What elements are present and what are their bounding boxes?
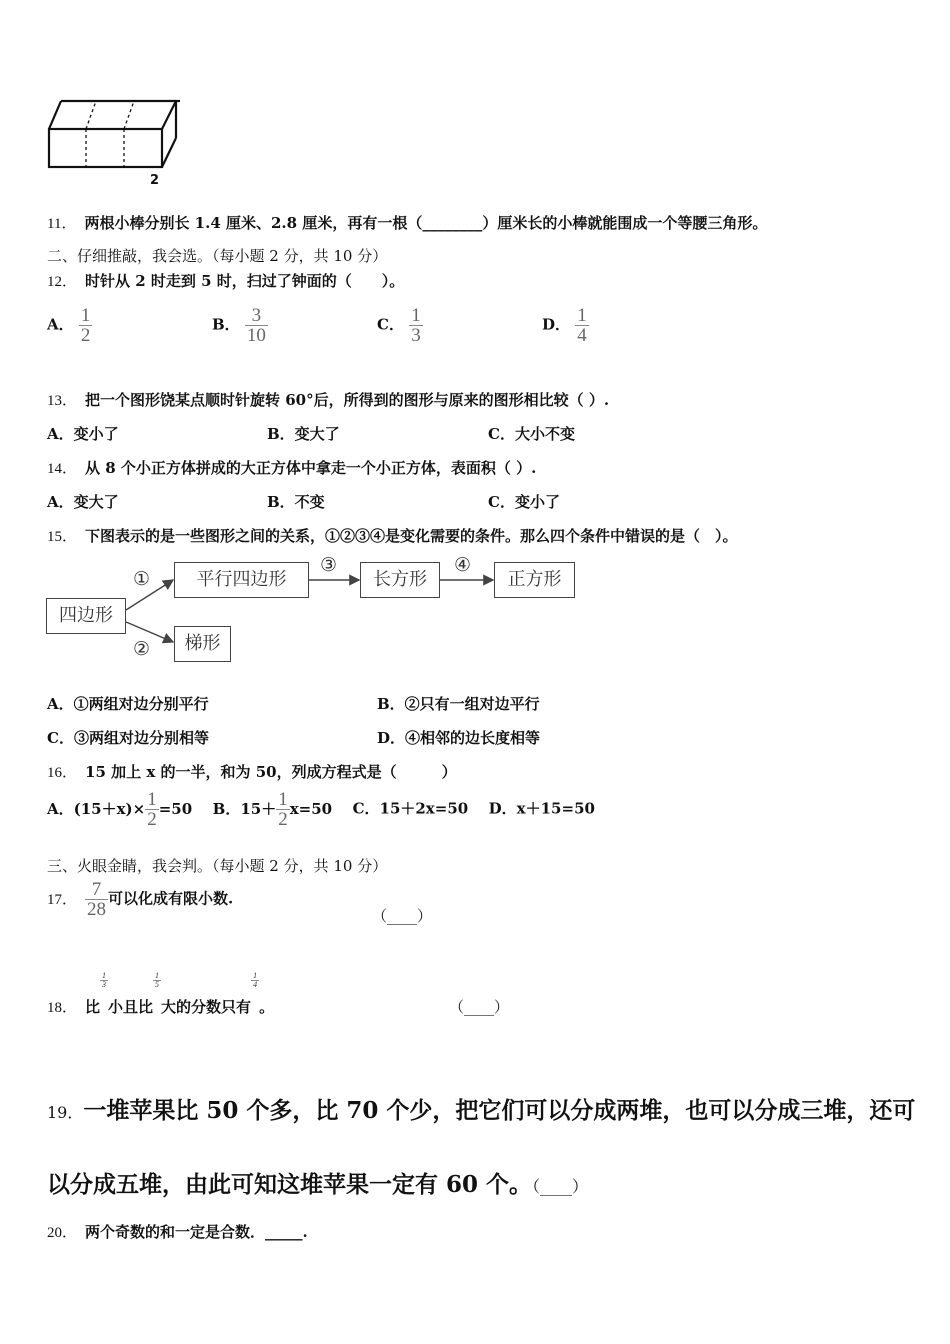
question-number: 11． [47,216,77,232]
box-quadrilateral: 四边形 [46,598,126,634]
question-15: 15． 下图表示的是一些图形之间的关系，①②③④是变化需要的条件。那么四个条件中错误的是（ ）。 [47,527,738,545]
option-16-d[interactable]: D．x＋15=50 [488,799,595,818]
option-14-b[interactable]: B．不变 [267,493,325,511]
option-16-b[interactable]: B．15＋ $\frac{1}{2}$ x=50 [212,789,333,830]
fraction: $\frac{3}{10}$ [246,305,266,346]
option-12-c[interactable]: C． $\frac{1}{3}$ [377,305,421,346]
condition-4: ④ [454,554,472,576]
answer-blank[interactable]: ________ [422,214,483,232]
condition-2: ② [133,638,151,660]
section-3-title: 三、火眼金睛，我会判。（每小题 2 分，共 10 分） [47,857,388,875]
option-14-a[interactable]: A．变大了 [47,493,119,511]
condition-1: ① [133,568,151,590]
option-15-d[interactable]: D．④相邻的边长度相等 [377,729,541,747]
option-15-c[interactable]: C．③两组对边分别相等 [47,729,209,747]
question-13: 13． 把一个图形饶某点顺时针旋转 60°后，所得到的图形与原来的图形相比较（ ）. [47,391,610,409]
shape-relation-diagram [0,550,600,670]
answer-paren-19[interactable]: （____） [532,1177,589,1196]
box-rectangle: 长方形 [360,562,440,598]
option-12-b[interactable]: B． $\frac{3}{10}$ [212,305,266,346]
question-19-line-2: 以分成五堆，由此可知这堆苹果一定有 60 个。（____） [47,1171,589,1198]
question-19-line-1: 19．一堆苹果比 50 个多，比 70 个少，把它们可以分成两堆，也可以分成三堆，还可 [47,1097,916,1124]
question-12: 12． 时针从 2 时走到 5 时，扫过了钟面的（ ）。 [47,272,405,290]
question-16-options [47,790,595,829]
option-12-d[interactable]: D． $\frac{1}{4}$ [542,305,587,346]
section-2-title: 二、仔细推敲，我会选。（每小题 2 分，共 10 分） [47,247,388,265]
fraction: $\frac{1}{3}$ [102,970,107,989]
option-16-a[interactable]: A．(15＋x)× $\frac{1}{2}$ =50 [47,789,193,830]
box-square: 正方形 [494,562,575,598]
box-trapezoid: 梯形 [174,626,231,662]
fraction: $\frac{1}{3}$ [411,305,421,346]
fraction: $\frac{1}{2}$ [80,305,91,346]
option-15-a[interactable]: A．①两组对边分别平行 [47,695,209,713]
fraction: $\frac{1}{4}$ [577,305,587,346]
question-17: 17． $\frac{7}{28}$ 可以化成有限小数. [47,879,234,920]
fraction: $\frac{1}{4}$ [253,970,258,989]
option-15-b[interactable]: B．②只有一组对边平行 [377,695,540,713]
option-12-a[interactable]: A． $\frac{1}{2}$ [47,305,91,346]
answer-paren-17[interactable]: （____） [372,907,433,925]
condition-3: ③ [320,554,338,576]
fraction: $\frac{1}{2}$ [278,789,288,830]
option-14-c[interactable]: C．变小了 [488,493,560,511]
question-11: 11． 两根小棒分别长 1.4 厘米、2.8 厘米，再有一根（________）厘米长的小棒就能围成一个等腰三角形。 [47,214,768,232]
option-13-c[interactable]: C．大小不变 [488,425,575,443]
box-parallelogram: 平行四边形 [174,562,309,598]
option-13-b[interactable]: B．变大了 [267,425,340,443]
cuboid-figure [44,96,184,192]
option-16-c[interactable]: C．15＋2x=50 [352,799,469,818]
fraction: $\frac{1}{5}$ [155,970,160,989]
question-18: 18． 比 $\frac{1}{3}$ 小且比 $\frac{1}{5}$ 大的分数只有 $\frac{1}{4}$ 。 [47,970,275,1016]
cuboid-drawing [44,96,184,192]
answer-blank[interactable]: _____ [265,1223,303,1241]
answer-paren-18[interactable]: （____） [449,998,510,1016]
fraction: $\frac{1}{2}$ [147,789,157,830]
option-13-a[interactable]: A．变小了 [47,425,119,443]
question-14: 14． 从 8 个小正方体拼成的大正方体中拿走一个小正方体，表面积（ ）. [47,459,537,477]
fraction: $\frac{7}{28}$ [87,879,107,920]
cuboid-label: 2 [150,173,160,188]
question-20: 20． 两个奇数的和一定是合数．_____. [47,1223,308,1241]
question-16: 16． 15 加上 x 的一半，和为 50，列成方程式是（ ） [47,763,457,781]
